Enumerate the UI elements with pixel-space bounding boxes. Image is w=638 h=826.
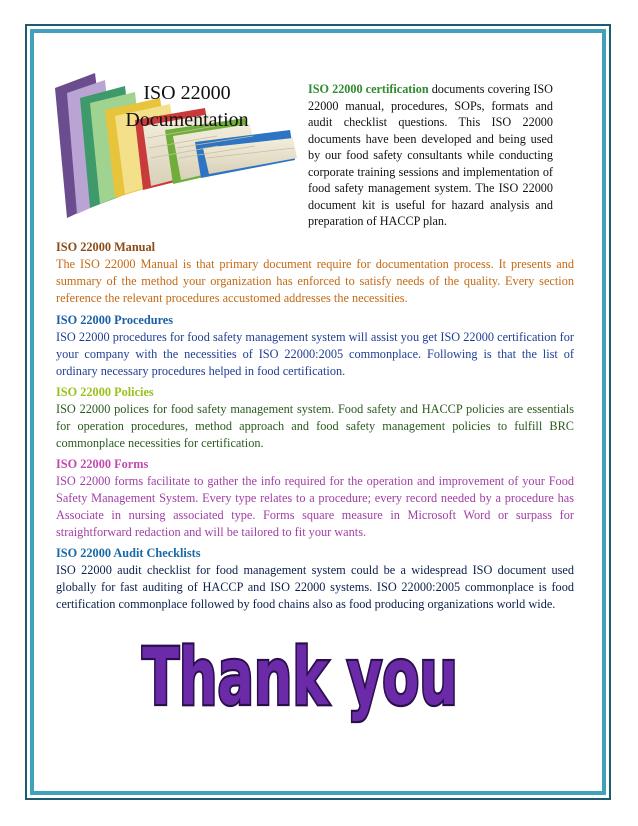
section-body: ISO 22000 audit checklist for food management system could be a widespread ISO document used globally for fast auditing of HACCP and ISO 22000 systems. ISO 22000:2005 commonplace is food certification commonplace followed by food chains also as food producing organizations world wide. — [56, 563, 574, 611]
intro-text: documents covering ISO 22000 manual, procedures, SOPs, formats and audit checklist questions. This ISO 22000 documents have been developed and being used by our food safety consultants while conducting corporate training sessions and implementation of food safety management system. The ISO 22000 document kit is useful for hazard analysis and preparation of HACCP plan. — [308, 82, 553, 228]
intro-lead: ISO 22000 certification — [308, 82, 429, 96]
section-heading: ISO 22000 Forms — [56, 457, 149, 471]
thank-you-text: Thank you — [142, 640, 458, 723]
cover-title-line1: ISO 22000 — [143, 82, 231, 104]
intro-paragraph — [308, 81, 553, 230]
section-heading: ISO 22000 Procedures — [56, 313, 174, 327]
section-audit-checklists — [56, 545, 574, 613]
section-heading: ISO 22000 Audit Checklists — [56, 546, 201, 560]
section-procedures — [56, 312, 574, 380]
section-body: ISO 22000 forms facilitate to gather the info required for the operation and improvement of your Food Safety Management System. Every type relates to a procedure; every record needed by a procedure has Associate in nursing associated type. Forms square measure in Microsoft Word or surpass for straightforward redaction and will be tailored to fit your wants. — [56, 474, 574, 539]
cover-title — [107, 80, 267, 134]
section-body: ISO 22000 procedures for food safety management system will assist you get ISO 22000 certification for your company with the necessities of ISO 22000:2005 commonplace. Following is that the list of ordinary necessary procedures helped in food certification. — [56, 330, 574, 378]
section-manual — [56, 239, 574, 307]
section-forms — [56, 456, 574, 541]
section-heading: ISO 22000 Policies — [56, 385, 154, 399]
section-policies — [56, 384, 574, 452]
cover-title-line2: Documentation — [125, 109, 249, 131]
section-heading: ISO 22000 Manual — [56, 240, 156, 254]
section-body: The ISO 22000 Manual is that primary document require for documentation process. It presents and summary of the method your organization has enforced to satisfy needs of the quality. Every section reference the relevant procedures accustomed addresses the necessities. — [56, 257, 574, 305]
thank-you-wordart — [140, 640, 460, 740]
section-body: ISO 22000 polices for food safety management system. Food safety and HACCP policies are essentials for operation procedures, method approach and food safety management policies to fulfill BRC commonplace necessities for certification. — [56, 402, 574, 450]
